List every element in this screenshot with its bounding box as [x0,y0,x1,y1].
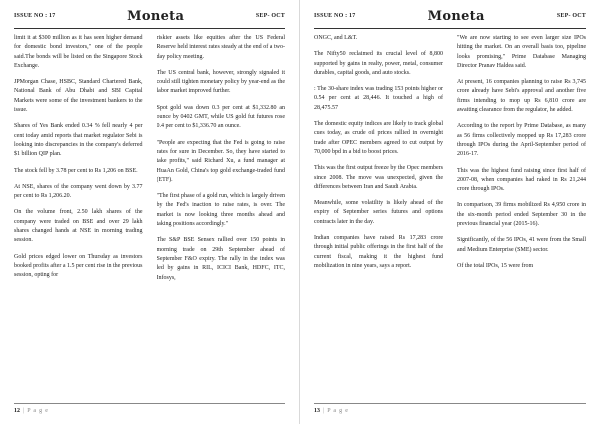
column-right [457,34,586,400]
paragraph: Shares of Yes Bank ended 0.34 % fell nearly 4 per cent today amid reports that market regulator Sebi is looking into discrepancies in the company's deferred $1 billion QIP plan. [14,123,143,158]
header-rule [14,28,285,29]
paragraph: Of the total IPOs, 15 were from [457,262,534,269]
column-left [314,34,443,400]
paragraph: In comparison, 39 firms mobilized Rs 4,950 crore in the six-month period ended September 30 in the previous financial year (2015-16). [457,202,586,228]
paragraph: limit it at $300 million as it has seen higher demand for domestic bond investors," one of the people said.The bonds will be listed on the Singapore Stock Exchange. [14,35,143,69]
paragraph: "People are expecting that the Fed is going to raise rates for sure in December. So, they have started to take profits," said Richard Xu, a fund manager at HuaAn Gold, China's top gold exchange-traded fund (ETF). [156,139,285,183]
paragraph: riskier assets like equities after the US Federal Reserve held interest rates steady at the end of a two-day policy meeting. [156,35,285,60]
paragraph: Indian companies have raised Rs 17,283 crore through initial public offerings in the first half of the current fiscal, making it the highest fund mobilization in nine years, says a report. [314,235,443,269]
paragraph: Spot gold was down 0.3 per cent at $1,332.80 an ounce by 0402 GMT, while US gold fut futures rose 0.4 per cent to $1,336.70 an ounce. [156,104,285,130]
paragraph: According to the report by Prime Database, as many as 56 firms collectively mopped up Rs 17,283 crore through IPOs during the April-September period of 2016-17. [457,123,586,158]
footer-separator: | [323,408,325,414]
page-label: P a g e [27,408,49,414]
page-header [314,6,586,26]
paragraph: "The first phase of a gold run, which is largely driven by the Fed's inaction to raise rates, is over. The market is now looking three months ahead and taking positions accordingly." [156,193,285,228]
paragraph: ONGC, and L&T. [314,35,358,41]
page-number: 12 [14,408,20,414]
right-page [300,0,600,424]
text-columns [314,34,586,400]
paragraph: At present, 16 companies planning to raise Rs 3,745 crore already have Sebi's approval and another five firms intending to mop up Rs 6,810 crore are awaiting clearance from the regulator, he added. [457,79,586,114]
footer-separator: | [23,408,25,414]
page-label: P a g e [327,408,349,414]
paragraph: : The 30-share index was trading 153 points higher or 0.54 per cent at 28,446. It touched a high of 28,475.57 [314,86,443,111]
paragraph: The S&P BSE Sensex rallied over 150 points in morning trade on 29th September ahead of September F&O expiry. The rally in the index was led by gains in RIL, ICICI Bank, HDFC, ITC, Infosys, [156,237,285,281]
paragraph: Meanwhile, some volatility is likely ahead of the expiry of September series futures and options contracts later in the day. [314,200,443,225]
paragraph: Significantly, of the 56 IPOs, 41 were from the Small and Medium Enterprise (SME) sector. [457,237,586,253]
paragraph: At NSE, shares of the company went down by 3.77 per cent to Rs 1,206.20. [14,183,143,200]
paragraph: This was the highest fund raising since first half of 2007-08, when companies had raked in Rs 21,244 crore through IPOs. [457,167,586,193]
paragraph: On the volume front, 2.50 lakh shares of the company were traded on BSE and over 29 lakh shares changed hands at NSE in morning trading session. [14,209,143,244]
page-footer [314,403,586,418]
paragraph: The domestic equity indices are likely to track global cues today, as crude oil prices rallied in overnight trade after OPEC members agreed to cut output by 70,000 bpd in a bid to boost prices. [314,121,443,155]
paragraph: The stock fell by 3.78 per cent to Rs 1,206 on BSE. [14,167,138,174]
issue-number: ISSUE NO : 17 [14,13,56,19]
paragraph: JPMorgan Chase, HSBC, Standard Chartered Bank, National Bank of Abu Dhabi and SBI Capital Markets were some of the investment bankers to the issue. [14,79,143,114]
brand-title: Moneta [427,8,485,24]
page-footer [14,403,285,418]
issue-number: ISSUE NO : 17 [314,13,356,19]
column-right [157,34,286,400]
paragraph: Gold prices edged lower on Thursday as investors booked profits after a 1.5 per cent rise in the previous session, opting for [14,253,143,279]
paragraph: The Nifty50 reclaimed its crucial level of 8,800 supported by gains in realty, power, metal, consumer durables, capital goods, and auto stocks. [314,51,443,76]
issue-month: SEP- OCT [556,13,586,19]
column-left [14,34,143,400]
page-header [14,6,285,26]
text-columns [14,34,285,400]
header-rule [314,28,586,29]
paragraph: The US central bank, however, strongly signaled it could still tighten monetary policy by year-end as the labor market improved further. [156,69,285,95]
paragraph: This was the first output freeze by the Opec members since 2008. The move was unexpected, given the differences between Iran and Saudi Arabia. [314,165,443,190]
paragraph: "We are now starting to see even larger size IPOs hitting the market. On an overall basis too, pipeline looks promising," Prime Database Managing Director Pranav Haldea said. [457,35,586,69]
brand-title: Moneta [127,8,185,24]
issue-month: SEP- OCT [255,13,285,19]
page-number: 13 [314,408,320,414]
